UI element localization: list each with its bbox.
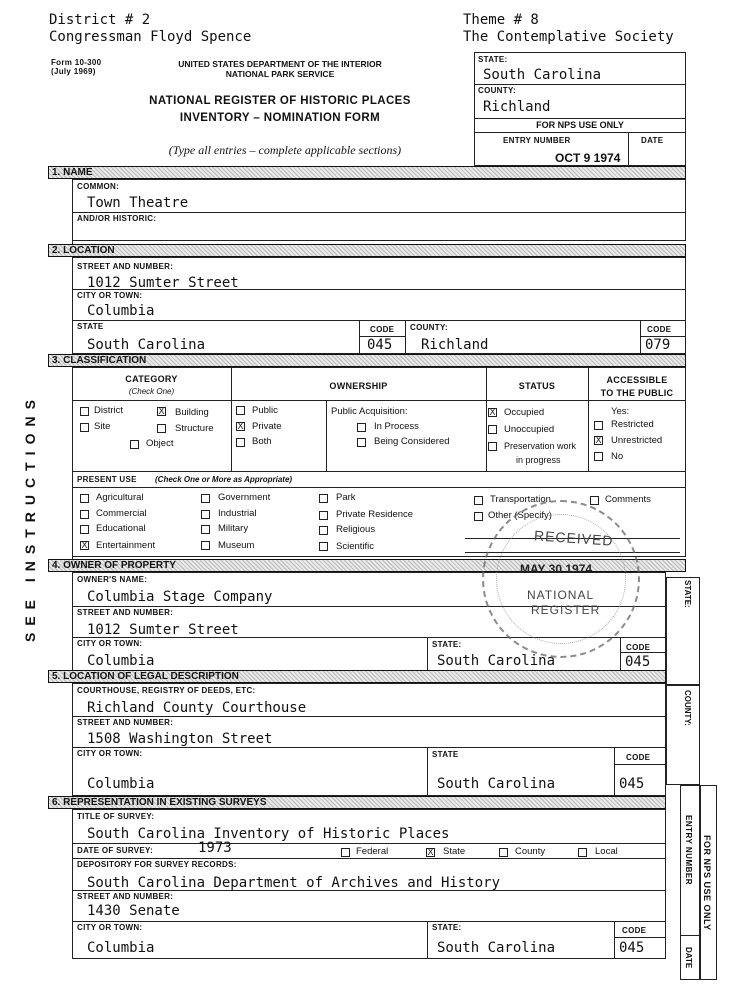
depository-street: 1430 Senate (87, 903, 180, 919)
legal-city: Columbia (87, 776, 155, 792)
legal-code-label: CODE (626, 753, 651, 762)
service: NATIONAL PARK SERVICE (225, 69, 335, 79)
location-state: South Carolina (87, 337, 206, 353)
depository: South Carolina Department of Archives and History (87, 875, 501, 891)
owner-code: 045 (625, 654, 651, 670)
park-checkbox[interactable] (319, 494, 328, 503)
in-process-label: In Process (374, 421, 419, 432)
occupied-label: Occupied (504, 407, 545, 418)
depository-city: Columbia (87, 940, 155, 956)
side-date-label: DATE (684, 947, 693, 969)
section-2-header: 2. LOCATION (48, 244, 686, 257)
district-checkbox[interactable] (80, 407, 89, 416)
county-survey-checkbox[interactable] (499, 848, 508, 857)
both-label: Both (252, 436, 272, 447)
being-considered-checkbox[interactable] (357, 438, 366, 447)
county-label: COUNTY: (478, 86, 516, 95)
county-survey-label: County (515, 846, 546, 857)
common-name-label: COMMON: (77, 182, 120, 191)
unoccupied-label: Unoccupied (504, 424, 555, 435)
depository-label: DEPOSITORY FOR SURVEY RECORDS: (77, 860, 237, 869)
preservation-checkbox[interactable] (488, 442, 497, 451)
federal-checkbox[interactable] (341, 848, 350, 857)
location-city: Columbia (87, 303, 155, 319)
depository-city-label: CITY OR TOWN: (77, 923, 143, 932)
local-survey-checkbox[interactable] (578, 848, 587, 857)
state-code: 045 (367, 337, 393, 353)
comments-label: Comments (605, 494, 651, 505)
code-label-county: CODE (647, 325, 672, 334)
legal-street: 1508 Washington Street (87, 731, 273, 747)
entertainment-checkbox[interactable]: X (81, 540, 88, 550)
owner-state-label: STATE: (432, 640, 462, 649)
being-considered-label: Being Considered (374, 436, 450, 447)
object-label: Object (146, 438, 174, 449)
other-label: Other (Specify) (488, 510, 552, 521)
status-header: STATUS (518, 381, 556, 391)
military-label: Military (218, 523, 249, 534)
check-one: (Check One) (128, 387, 175, 396)
historic-name-label: AND/OR HISTORIC: (77, 214, 157, 223)
restricted-checkbox[interactable] (594, 421, 603, 430)
agricultural-checkbox[interactable] (80, 494, 89, 503)
survey-date-label: DATE OF SURVEY: (77, 846, 154, 855)
object-checkbox[interactable] (130, 440, 139, 449)
section-1-header: 1. NAME (48, 166, 686, 179)
museum-label: Museum (218, 540, 255, 551)
depository-state: South Carolina (437, 940, 556, 956)
site-label: Site (94, 421, 111, 432)
commercial-label: Commercial (96, 508, 147, 519)
depository-code-label: CODE (622, 926, 647, 935)
section-5-header: 5. LOCATION OF LEGAL DESCRIPTION (48, 670, 666, 683)
entertainment-label: Entertainment (96, 540, 156, 551)
in-progress-label: in progress (516, 455, 561, 465)
legal-city-label: CITY OR TOWN: (77, 749, 143, 758)
form-title-1: NATIONAL REGISTER OF HISTORIC PLACES (149, 95, 411, 107)
state-survey-checkbox[interactable]: X (427, 847, 434, 857)
section-6-header: 6. REPRESENTATION IN EXISTING SURVEYS (48, 796, 666, 809)
county-label-2: COUNTY: (410, 323, 448, 332)
city-label: CITY OR TOWN: (77, 291, 143, 300)
header-state: South Carolina (483, 67, 602, 83)
owner-street-label: STREET AND NUMBER: (77, 608, 174, 617)
section-4-header: 4. OWNER OF PROPERTY (48, 559, 686, 572)
form-date: (July 1969) (51, 67, 96, 76)
industrial-checkbox[interactable] (201, 510, 210, 519)
museum-checkbox[interactable] (201, 541, 210, 550)
owner-street: 1012 Sumter Street (87, 622, 239, 638)
private-checkbox[interactable]: X (237, 421, 244, 431)
common-name: Town Theatre (87, 195, 189, 211)
building-checkbox[interactable]: X (158, 406, 165, 416)
accessible-header-1: ACCESSIBLE (606, 375, 668, 385)
no-label: No (611, 451, 624, 462)
street-label: STREET AND NUMBER: (77, 262, 174, 271)
state-label: STATE: (478, 55, 508, 64)
category-header: CATEGORY (125, 374, 178, 384)
in-process-checkbox[interactable] (357, 423, 366, 432)
industrial-label: Industrial (218, 508, 257, 519)
public-acquisition-label: Public Acquisition: (331, 406, 408, 417)
transportation-label: Transportation (490, 494, 551, 505)
yes-label: Yes: (611, 406, 630, 417)
unrestricted-label: Unrestricted (611, 435, 663, 446)
survey-title-label: TITLE OF SURVEY: (77, 812, 155, 821)
scientific-label: Scientific (336, 541, 375, 552)
stamp-received: RECEIVED (533, 527, 615, 549)
stamp-national: NATIONAL (527, 588, 595, 602)
department: UNITED STATES DEPARTMENT OF THE INTERIOR (178, 59, 382, 69)
legal-code: 045 (619, 776, 645, 792)
survey-title: South Carolina Inventory of Historic Places (87, 826, 450, 842)
stamp-register: REGISTER (531, 603, 601, 617)
legal-street-label: STREET AND NUMBER: (77, 718, 174, 727)
religious-checkbox[interactable] (319, 526, 328, 535)
state-survey-label: State (443, 846, 466, 857)
scientific-checkbox[interactable] (319, 542, 328, 551)
local-survey-label: Local (595, 846, 618, 857)
header-county: Richland (483, 99, 551, 115)
legal-state: South Carolina (437, 776, 556, 792)
side-state-label: STATE: (683, 580, 692, 608)
survey-date: 1973 (198, 840, 232, 856)
nps-use-label: FOR NPS USE ONLY (536, 120, 624, 130)
owner-city: Columbia (87, 653, 155, 669)
educational-label: Educational (96, 523, 146, 534)
military-checkbox[interactable] (201, 525, 210, 534)
form-number: Form 10-300 (51, 58, 102, 67)
depository-state-label: STATE: (432, 923, 462, 932)
side-nps-label: FOR NPS USE ONLY (702, 835, 712, 931)
district-label: District (94, 405, 124, 416)
code-label: CODE (370, 325, 395, 334)
owner-name-label: OWNER'S NAME: (77, 575, 148, 584)
date-label: DATE (641, 136, 664, 145)
occupied-checkbox[interactable]: X (489, 407, 496, 417)
other-checkbox[interactable] (474, 512, 483, 521)
society-text: The Contemplative Society (463, 29, 674, 45)
private-residence-label: Private Residence (336, 509, 414, 520)
comments-checkbox[interactable] (590, 496, 599, 505)
depository-code: 045 (619, 940, 645, 956)
side-entry-number-label: ENTRY NUMBER (684, 815, 693, 886)
location-county: Richland (421, 337, 489, 353)
congressman-text: Congressman Floyd Spence (49, 29, 252, 45)
site-checkbox[interactable] (80, 423, 89, 432)
unrestricted-checkbox[interactable]: X (595, 435, 602, 445)
state-label-2: STATE (77, 322, 104, 331)
transportation-checkbox[interactable] (474, 496, 483, 505)
nps-stamp-date: OCT 9 1974 (555, 151, 621, 165)
public-checkbox[interactable] (236, 406, 245, 415)
public-label: Public (252, 405, 278, 416)
section-3-header: 3. CLASSIFICATION (48, 354, 686, 367)
present-use-label: PRESENT USE (77, 475, 137, 484)
commercial-checkbox[interactable] (80, 510, 89, 519)
federal-label: Federal (356, 846, 389, 857)
educational-checkbox[interactable] (80, 525, 89, 534)
present-use-note: (Check One or More as Appropriate) (155, 475, 293, 484)
county-code: 079 (645, 337, 671, 353)
preservation-work-label: Preservation work (504, 441, 577, 451)
depository-street-label: STREET AND NUMBER: (77, 892, 174, 901)
ownership-header: OWNERSHIP (329, 381, 388, 391)
side-county-label: COUNTY: (683, 690, 692, 726)
location-street: 1012 Sumter Street (87, 275, 239, 291)
unoccupied-checkbox[interactable] (488, 425, 497, 434)
courthouse-label: COURTHOUSE, REGISTRY OF DEEDS, ETC: (77, 686, 256, 695)
see-instructions: SEE INSTRUCTIONS (22, 393, 38, 642)
agricultural-label: Agricultural (96, 492, 144, 503)
courthouse: Richland County Courthouse (87, 700, 307, 716)
government-label: Government (218, 492, 271, 503)
owner-city-label: CITY OR TOWN: (77, 639, 143, 648)
stamp-date: MAY 30 1974 (520, 562, 593, 576)
owner-state: South Carolina (437, 653, 556, 669)
both-checkbox[interactable] (236, 438, 245, 447)
theme-text: Theme # 8 (463, 12, 539, 28)
district-text: District # 2 (49, 12, 151, 28)
accessible-header-2: TO THE PUBLIC (600, 388, 674, 398)
no-checkbox[interactable] (594, 452, 603, 461)
owner-name: Columbia Stage Company (87, 589, 273, 605)
park-label: Park (336, 492, 356, 503)
religious-label: Religious (336, 524, 376, 535)
instructions: (Type all entries – complete applicable sections) (168, 143, 402, 157)
private-residence-checkbox[interactable] (319, 511, 328, 520)
entry-number-label: ENTRY NUMBER (503, 136, 571, 145)
structure-label: Structure (175, 423, 214, 434)
legal-state-label: STATE (432, 750, 459, 759)
government-checkbox[interactable] (201, 494, 210, 503)
building-label: Building (175, 407, 209, 418)
structure-checkbox[interactable] (157, 424, 166, 433)
private-label: Private (252, 421, 282, 432)
restricted-label: Restricted (611, 419, 654, 430)
form-title-2: INVENTORY – NOMINATION FORM (179, 112, 381, 124)
owner-code-label: CODE (626, 643, 651, 652)
